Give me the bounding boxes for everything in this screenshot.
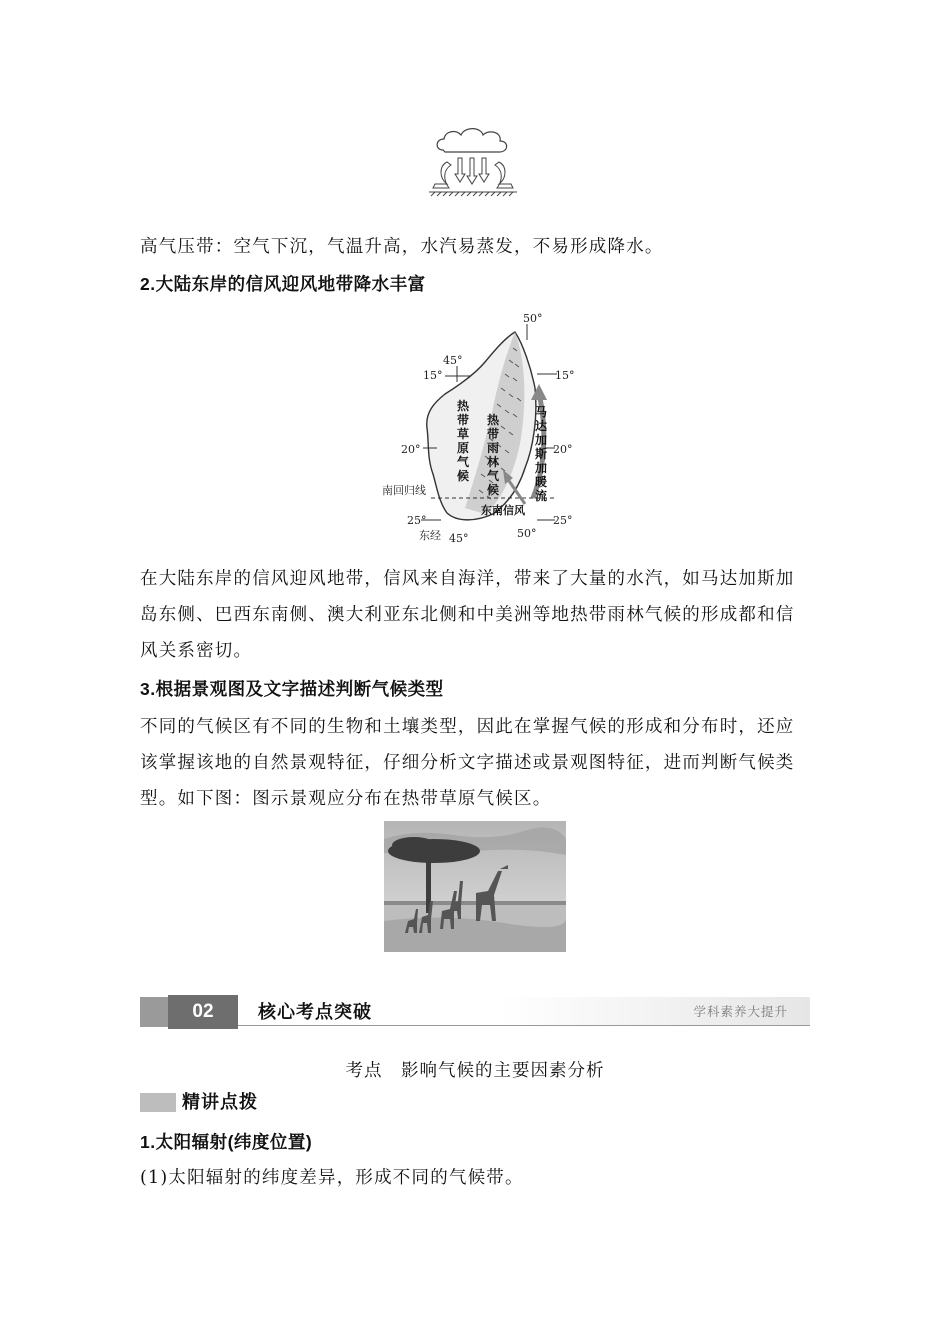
- high-pressure-diagram: [425, 122, 521, 202]
- label-lat15-right: 15°: [555, 369, 575, 382]
- label-lon45-top: 45°: [443, 354, 463, 367]
- label-lon50-bottom: 50°: [517, 527, 537, 540]
- heading-solar: 1.太阳辐射(纬度位置): [140, 1132, 313, 1152]
- label-tropic: 南回归线: [382, 484, 426, 497]
- banner-number: 02: [168, 995, 238, 1029]
- cloud-icon: [437, 129, 507, 152]
- label-lon50-top: 50°: [523, 312, 543, 325]
- label-trade-wind: 东南信风: [481, 504, 525, 517]
- para-trade-wind: 在大陆东岸的信风迎风地带，信风来自海洋，带来了大量的水汽，如马达加斯加岛东侧、巴西东南侧、澳大利亚东北侧和中美洲等地热带雨林气候的形成都和信风关系密切。: [140, 569, 795, 661]
- label-lat20-right: 20°: [553, 443, 573, 456]
- subheading-marker: [140, 1093, 176, 1112]
- label-east-lon: 东经: [419, 529, 441, 542]
- heading-landscape: 3.根据景观图及文字描述判断气候类型: [140, 679, 444, 699]
- sinking-air-arrows: [455, 158, 489, 184]
- para-high-pressure: 高气压带：空气下沉，气温升高，水汽易蒸发，不易形成降水。: [140, 237, 664, 257]
- label-savanna: 热带草原气候: [457, 399, 470, 483]
- heading-trade-wind: 2.大陆东岸的信风迎风地带降水丰富: [140, 274, 426, 294]
- label-lat20-left: 20°: [401, 443, 421, 456]
- banner-left-bar: [140, 997, 168, 1027]
- label-lat25-left: 25°: [407, 514, 427, 527]
- label-current: 马达加斯加暖流: [535, 405, 548, 503]
- subheading: 精讲点拨: [182, 1092, 258, 1112]
- para-solar: (1)太阳辐射的纬度差异，形成不同的气候带。: [140, 1168, 524, 1188]
- madagascar-map: [375, 308, 585, 548]
- label-lat15-left: 15°: [423, 369, 443, 382]
- savanna-photo: [384, 821, 566, 952]
- para-landscape: 不同的气候区有不同的生物和土壤类型，因此在掌握气候的形成和分布时，还应该掌握该地的自然景观特征，仔细分析文字描述或景观图特征，进而判断气候类型。如下图：图示景观应分布在热带草原气候区。: [140, 717, 795, 809]
- section-banner: [140, 995, 810, 1029]
- topic-title: 考点 影响气候的主要因素分析: [345, 1061, 605, 1081]
- label-lat25-right: 25°: [553, 514, 573, 527]
- label-rainforest: 热带雨林气候: [487, 413, 500, 497]
- label-lon45-bottom: 45°: [449, 532, 469, 545]
- ground-hatch: [429, 192, 517, 196]
- banner-title: 核心考点突破: [258, 1002, 372, 1022]
- banner-right-text: 学科素养大提升: [693, 1005, 788, 1019]
